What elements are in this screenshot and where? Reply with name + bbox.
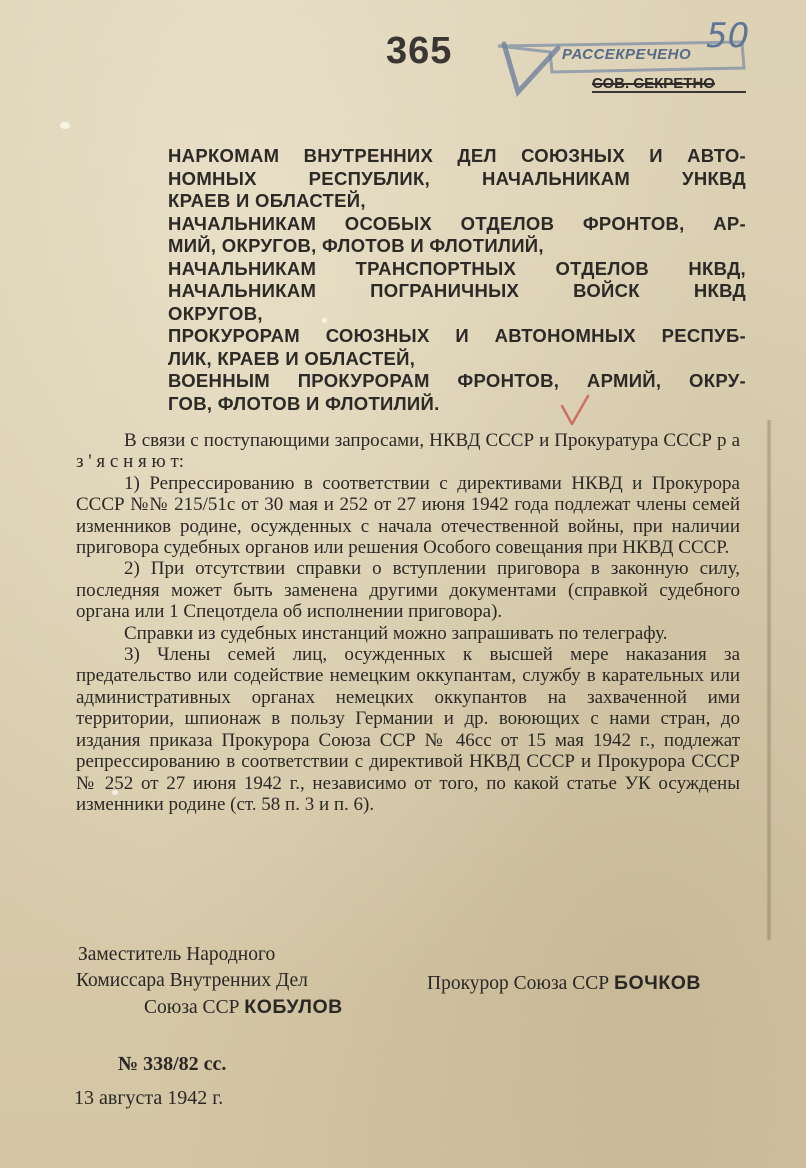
red-check-mark-icon (556, 392, 596, 432)
document-number: № 338/82 сс. (118, 1053, 227, 1075)
addressee-line: ЛИК, КРАЕВ И ОБЛАСТЕЙ, (168, 347, 416, 369)
page-number: 365 (386, 30, 453, 72)
page-fold-shadow (766, 420, 772, 940)
paragraph-2: 2) При отсутствии справки о вступлении приговора в законную силу, последняя может быть заменена другими документами (справкой судебного органа или 1 Спецотдела об исполнении приговора). (76, 558, 740, 623)
declassified-label: РАССЕКРЕЧЕНО (562, 46, 692, 63)
signature-title-prefix: Прокурор Союза ССР (427, 973, 610, 994)
addressee-line: ОКРУГОВ, (168, 302, 263, 324)
paragraph-3: 3) Члены семей лиц, осужденных к высшей мере наказания за предательство или содействие немецким оккупантам, службу в карательных или административных органах немецких оккупантов на захваченной ими территории, шпионаж в пользу Германии и др. воюющих с нами стран, до издания приказа Прокурора Союза ССР № 46сс от 15 мая 1942 г., подлежат репрессированию в соответствии с директивой НКВД СССР и Прокурора СССР № 252 от 27 июня 1942 г., независимо от того, по какой статье УК осуждены изменники родине (ст. 58 п. 3 и п. 6). (76, 644, 740, 815)
signature-title-prefix: Союза ССР (144, 997, 240, 1018)
signature-title-line: Комиссара Внутренних Дел (76, 970, 308, 991)
addressee-line: ПРОКУРОРАМ СОЮЗНЫХ И АВТОНОМНЫХ РЕСПУБ- (168, 325, 746, 346)
addressee-line: НАЧАЛЬНИКАМ ТРАНСПОРТНЫХ ОТДЕЛОВ НКВД, (168, 257, 746, 279)
signature-prosecutor (427, 972, 701, 995)
addressee-line: ВОЕННЫМ ПРОКУРОРАМ ФРОНТОВ, АРМИЙ, ОКРУ- (168, 370, 746, 391)
addressee-line: НАЧАЛЬНИКАМ ОСОБЫХ ОТДЕЛОВ ФРОНТОВ, АР- (168, 212, 746, 234)
addressee-block (168, 145, 746, 415)
handwritten-number: 50 (706, 16, 750, 56)
classification-label: СОВ. СЕКРЕТНО (592, 75, 715, 92)
addressee-line: НОМНЫХ РЕСПУБЛИК, НАЧАЛЬНИКАМ УНКВД (168, 167, 746, 189)
addressee-line: НАЧАЛЬНИКАМ ПОГРАНИЧНЫХ ВОЙСК НКВД (168, 280, 746, 301)
paper-speck (60, 122, 70, 129)
addressee-line: ГОВ, ФЛОТОВ И ФЛОТИЛИЙ. (168, 392, 440, 414)
signature-title-line (76, 994, 406, 1021)
signature-deputy-commissar (76, 942, 406, 1021)
intro-paragraph: В связи с поступающими запросами, НКВД СССР и Прокуратура СССР р а з ' я с н я ю т: (76, 430, 740, 473)
addressee-line: НАРКОМАМ ВНУТРЕННИХ ДЕЛ СОЮЗНЫХ И АВТО- (168, 145, 746, 166)
document-date: 13 августа 1942 г. (74, 1087, 224, 1109)
paragraph-telegraph: Справки из судебных инстанций можно запрашивать по телеграфу. (124, 622, 668, 644)
document-body (76, 430, 740, 815)
paragraph-1: 1) Репрессированию в соответствии с директивами НКВД и Прокурора СССР №№ 215/51с от 30 мая и 252 от 27 июня 1942 года подлежат члены семей изменников родине, осужденных с начала отечественной войны, при наличии приговора судебных органов или решения Особого совещания при НКВД СССР. (76, 472, 740, 559)
signature-title-line: Заместитель Народного (78, 944, 276, 965)
addressee-line: МИЙ, ОКРУГОВ, ФЛОТОВ И ФЛОТИЛИЙ, (168, 235, 544, 256)
addressee-line: КРАЕВ И ОБЛАСТЕЙ, (168, 190, 366, 211)
signatory-name-kobulov: КОБУЛОВ (244, 996, 343, 1018)
signatory-name-bochkov: БОЧКОВ (613, 972, 701, 994)
declassification-stamp (492, 16, 752, 98)
